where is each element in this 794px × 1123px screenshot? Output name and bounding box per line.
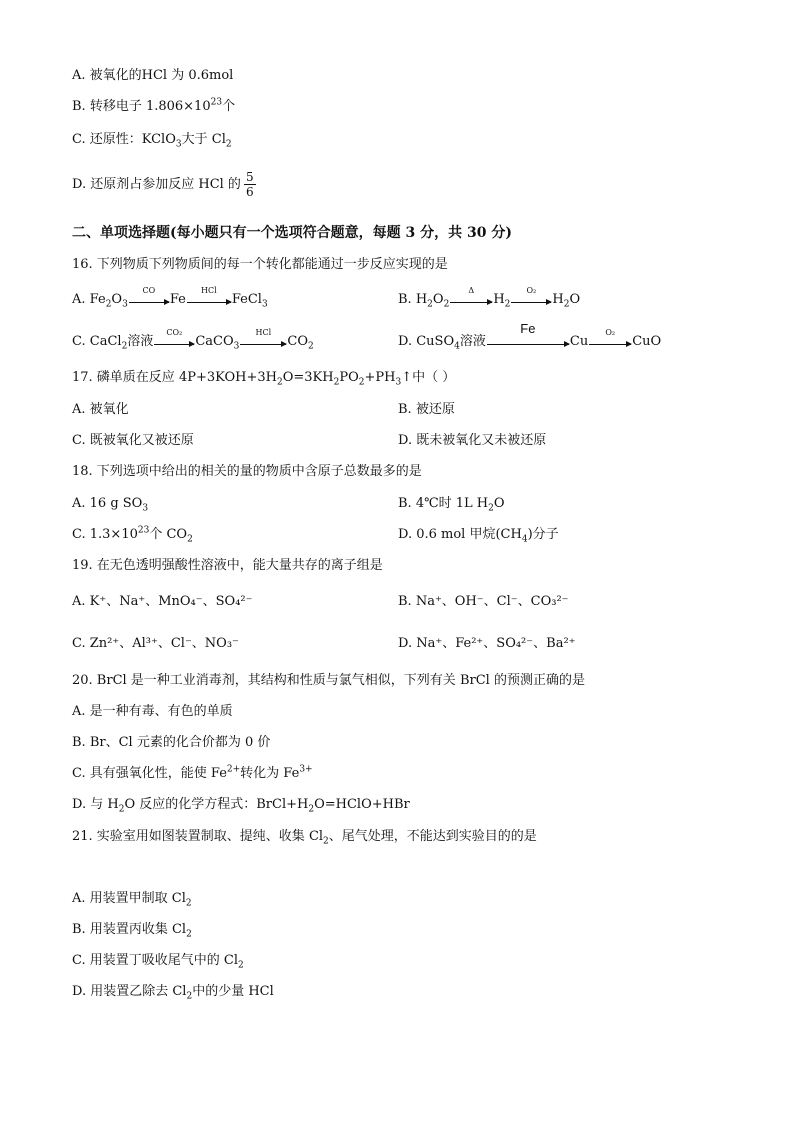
- reaction-arrow: Δ: [450, 296, 492, 303]
- q17-option-c: C. 既被氧化又被还原: [72, 433, 194, 448]
- q16-option-b: B. $H_2O_2$ Δ $H_2$ O₂ $H_2O$: [398, 286, 581, 310]
- q21-stem: 21. 实验室用如图装置制取、提纯、收集 $Cl_2$、尾气处理，不能达到实验目的的是: [72, 829, 537, 847]
- q16-option-a: A. $Fe_2O_3$ CO Fe HCl FeCl$_3$: [72, 286, 268, 310]
- q19-option-c: C. Zn²⁺、Al³⁺、Cl⁻、NO₃⁻: [72, 636, 239, 651]
- q20-option-b: B. Br、Cl 元素的化合价都为 0 价: [72, 735, 271, 750]
- prev-option-b: B. 转移电子 $1.806\times 10^{23}$个: [72, 97, 236, 114]
- q17-option-a: A. 被氧化: [72, 402, 129, 417]
- q18-option-d: D. 0.6 mol 甲烷$(CH_4)$分子: [398, 527, 559, 545]
- q20-option-d: D. 与 $H_2O$ 反应的化学方程式：$BrCl+H_2O=HClO+HBr$: [72, 797, 410, 815]
- q16-option-d: D. CuSO$_4$溶液 Fe Cu O₂ CuO: [398, 321, 662, 352]
- q20-stem: 20. BrCl 是一种工业消毒剂，其结构和性质与氯气相似，下列有关 BrCl 的预测正确的是: [72, 673, 585, 688]
- prev-option-a: A. 被氧化的HCl 为 0.6mol: [72, 68, 234, 83]
- q21-option-d: D. 用装置乙除去 $Cl_2$中的少量 HCl: [72, 984, 274, 1002]
- reaction-arrow: O₂: [589, 338, 631, 345]
- reaction-arrow: O₂: [511, 296, 551, 303]
- q17-stem: 17. 磷单质在反应 $4P+3KOH+3H_2O=3KH_2PO_2+PH_3↑$中（ ）: [72, 370, 456, 388]
- q16-option-c: C. CaCl$_2$溶液 CO₂ CaCO$_3$ HCl $CO_2$: [72, 328, 314, 352]
- q21-option-b: B. 用装置丙收集 $Cl_2$: [72, 922, 192, 940]
- q20-option-c: C. 具有强氧化性，能使 $Fe^{2+}$转化为 $Fe^{3+}$: [72, 764, 313, 781]
- q18-option-b: B. 4℃时 1L $H_2O$: [398, 496, 505, 514]
- q19-option-b: B. Na⁺、OH⁻、Cl⁻、CO₃²⁻: [398, 594, 569, 609]
- q19-option-a: A. K⁺、Na⁺、MnO₄⁻、SO₄²⁻: [72, 594, 253, 609]
- q19-option-d: D. Na⁺、Fe²⁺、SO₄²⁻、Ba²⁺: [398, 636, 576, 651]
- reaction-arrow: HCl: [187, 296, 231, 303]
- reaction-arrow: Fe: [487, 338, 569, 345]
- q17-option-d: D. 既未被氧化又未被还原: [398, 433, 547, 448]
- q17-option-b: B. 被还原: [398, 402, 455, 417]
- reaction-arrow: CO₂: [154, 338, 194, 345]
- q18-option-c: C. $1.3\times 10^{23}$个 $CO_2$: [72, 525, 193, 545]
- q21-option-a: A. 用装置甲制取 $Cl_2$: [72, 891, 192, 909]
- q20-option-a: A. 是一种有毒、有色的单质: [72, 704, 233, 719]
- prev-option-d: D. 还原剂占参加反应 HCl 的 $\frac{5}{6}$: [72, 170, 254, 199]
- fraction-5-6: $\frac{5}{6}$: [245, 170, 254, 199]
- prev-option-c: C. 还原性：KClO$_3$大于 $Cl_2$: [72, 132, 232, 150]
- q21-option-c: C. 用装置丁吸收尾气中的 $Cl_2$: [72, 953, 244, 971]
- section-heading: 二、单项选择题(每小题只有一个选项符合题意，每题 3 分，共 30 分): [72, 225, 512, 241]
- q19-stem: 19. 在无色透明强酸性溶液中，能大量共存的离子组是: [72, 558, 383, 573]
- q18-option-a: A. 16 g $SO_3$: [72, 496, 149, 514]
- reaction-arrow: HCl: [240, 338, 286, 345]
- reaction-arrow: CO: [129, 296, 169, 303]
- q18-stem: 18. 下列选项中给出的相关的量的物质中含原子总数最多的是: [72, 464, 422, 479]
- q16-stem: 16. 下列物质下列物质间的每一个转化都能通过一步反应实现的是: [72, 257, 448, 272]
